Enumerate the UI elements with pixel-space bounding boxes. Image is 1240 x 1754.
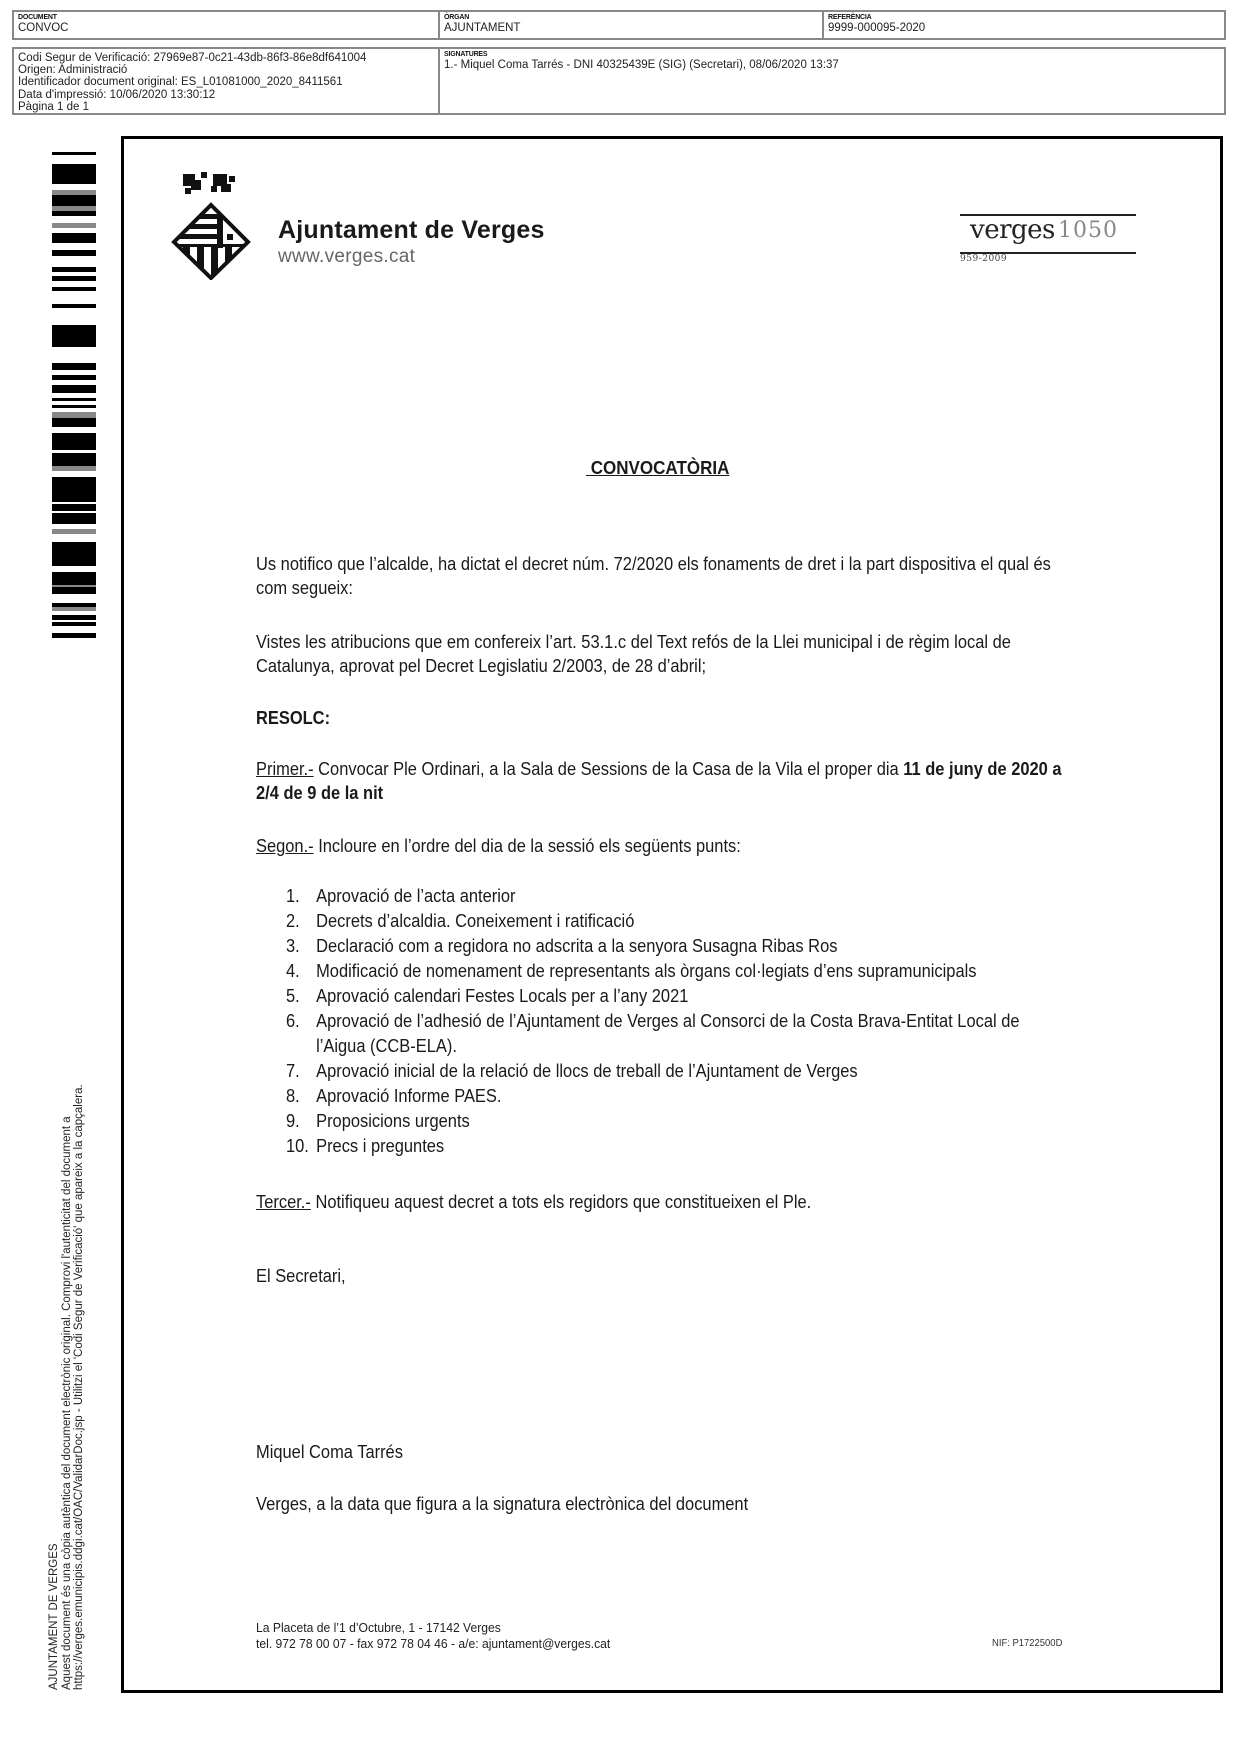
verification-code: Codi Segur de Verificació: 27969e87-0c21-43db-86f3-86e8df641004 (18, 52, 367, 64)
segon-text: Incloure en l’ordre del dia de la sessió els següents punts: (313, 835, 741, 856)
agenda-item (286, 933, 1065, 958)
barcode-bar (52, 504, 96, 511)
logo-years: 959-2009 (960, 254, 1008, 264)
verges-1050-logo (960, 212, 1140, 272)
barcode-bar (52, 455, 96, 462)
verification-info (14, 49, 438, 113)
municipality-name: Ajuntament de Verges (278, 216, 545, 244)
agenda-item-number: 6. (286, 1010, 300, 1031)
agenda-list (286, 883, 1020, 1158)
tercer-text: Notifiqueu aquest decret a tots els regidors que constitueixen el Ple. (310, 1191, 812, 1212)
agenda-item-text: Aprovació inicial de la relació de llocs de treball de l’Ajuntament de Verges (316, 1060, 858, 1081)
agenda-item-text: Aprovació de l’acta anterior (316, 885, 516, 906)
barcode-bar (52, 243, 96, 250)
header-cell-document (14, 12, 438, 38)
reference-label: REFERÈNCIA (828, 14, 872, 21)
agenda-item (286, 1008, 1065, 1058)
original-document-id: Identificador document original: ES_L01081000_2020_8411561 (18, 76, 343, 89)
place-date: Verges, a la data que figura a la signatura electrònica del document (256, 1493, 749, 1514)
agenda-item-text: Proposicions urgents (316, 1110, 470, 1131)
signatures-cell (438, 49, 1224, 113)
authenticity-side-text (48, 990, 86, 1690)
agenda-item-text: Precs i preguntes (316, 1135, 445, 1156)
header-cell-reference (822, 12, 1224, 38)
footer-nif: NIF: P1722500D (992, 1637, 1063, 1649)
barcode-bar (52, 548, 96, 555)
barcode-bar (52, 171, 96, 178)
municipality-website: www.verges.cat (278, 246, 416, 267)
barcode-bar (52, 164, 96, 171)
coat-of-arms-logo (171, 170, 251, 280)
header-row-bottom (12, 47, 1226, 115)
signatures-label: SIGNATURES (444, 51, 488, 58)
side-text-line: https://verges.emunicipis.ddgi.cat/OAC/ValidarDoc.jsp - Utilitzi el 'Codi Segur de Verificació' que apareix a la capçalera. (73, 1084, 85, 1690)
agenda-item (286, 1133, 1065, 1158)
agenda-item-text: Aprovació Informe PAES. (316, 1085, 502, 1106)
document-label: DOCUMENT (18, 14, 57, 21)
barcode-bar (52, 637, 96, 638)
barcode-bar (52, 352, 96, 359)
footer-contact: tel. 972 78 00 07 - fax 972 78 04 46 - a/e: ajuntament@verges.cat (256, 1636, 611, 1651)
side-text-line: Aquest document és una còpia autèntica del document electrònic original. Comprovi l'autenticitat del document a (60, 1116, 73, 1690)
segon-label: Segon.- (256, 835, 314, 856)
agenda-item (286, 958, 1065, 983)
agenda-item-number: 9. (286, 1110, 300, 1131)
primer-label: Primer.- (256, 758, 314, 779)
resolc-heading: RESOLC: (256, 707, 331, 728)
page-number: Pàgina 1 de 1 (18, 100, 89, 113)
barcode-bar (52, 340, 96, 347)
barcode-bar (52, 443, 96, 450)
signatory-name: Miquel Coma Tarrés (256, 1441, 403, 1462)
agenda-item (286, 1108, 1065, 1133)
agenda-item-number: 1. (286, 885, 300, 906)
organ-label: ÒRGAN (444, 14, 470, 21)
header-row-top (12, 10, 1226, 40)
agenda-item-number: 2. (286, 910, 300, 931)
agenda-item-number: 5. (286, 985, 300, 1006)
origin: Origen: Administració (18, 64, 128, 77)
primer-text: Convocar Ple Ordinari, a la Sala de Sessions de la Casa de la Vila el proper dia (313, 758, 904, 779)
primer-paragraph (256, 757, 1076, 805)
agenda-item-text: Declaració com a regidora no adscrita a la senyora Susagna Ribas Ros (316, 935, 838, 956)
agenda-item (286, 883, 1065, 908)
considerations-paragraph: Vistes les atribucions que em confereix l’art. 53.1.c del Text refós de la Llei municipal i de règim local de Catalunya, aprovat pel Decret Legislatiu 2/2003, de 28 d’abril; (256, 631, 1011, 676)
agenda-item-number: 7. (286, 1060, 300, 1081)
agenda-item (286, 908, 1065, 933)
barcode-bar (52, 216, 96, 223)
agenda-item-text: Decrets d’alcaldia. Coneixement i ratificació (316, 910, 635, 931)
page-footer (256, 1620, 610, 1652)
barcode-bar (52, 256, 96, 263)
footer-address: La Placeta de l’1 d’Octubre, 1 - 17142 Verges (256, 1620, 501, 1635)
agenda-item-number: 3. (286, 935, 300, 956)
tercer-paragraph (256, 1190, 1076, 1214)
logo-word: verges (970, 215, 1055, 245)
agenda-item-text: Modificació de nomenament de representants als òrgans col·legiats d’ens supramunicipals (316, 960, 977, 981)
barcode-bar (52, 495, 96, 502)
document-title: CONVOCATÒRIA (586, 457, 730, 478)
agenda-item (286, 1058, 1065, 1083)
organ-value: AJUNTAMENT (444, 22, 521, 34)
agenda-item-text: Aprovació calendari Festes Locals per a l’any 2021 (316, 985, 689, 1006)
reference-value: 9999-000095-2020 (828, 22, 926, 34)
document-value: CONVOC (18, 22, 69, 34)
agenda-item-number: 10. (286, 1135, 309, 1156)
agenda-item (286, 983, 1065, 1008)
signatory-role: El Secretari, (256, 1265, 346, 1286)
barcode (52, 152, 96, 638)
agenda-item-text: Aprovació de l’adhesió de l’Ajuntament de Verges al Consorci de la Costa Brava-Entitat Local de l’Aigua (CCB-ELA). (316, 1010, 1020, 1056)
print-date: Data d'impressió: 10/06/2020 13:30:12 (18, 88, 216, 101)
header-cell-organ (438, 12, 822, 38)
agenda-item (286, 1083, 1065, 1108)
primer-date: 11 de juny de 2020 a 2/4 de 9 de la nit (256, 758, 1062, 803)
intro-paragraph: Us notifico que l’alcalde, ha dictat el decret núm. 72/2020 els fonaments de dret i la part dispositiva el qual és com segueix: (256, 553, 1051, 598)
side-text-line: AJUNTAMENT DE VERGES (48, 1543, 60, 1690)
segon-paragraph (256, 834, 1076, 858)
tercer-label: Tercer.- (256, 1191, 311, 1212)
agenda-item-number: 4. (286, 960, 300, 981)
logo-number: 1050 (1058, 218, 1118, 243)
signature-entry: 1.- Miquel Coma Tarrés - DNI 40325439E (SIG) (Secretari), 08/06/2020 13:37 (444, 59, 839, 71)
agenda-item-number: 8. (286, 1085, 300, 1106)
